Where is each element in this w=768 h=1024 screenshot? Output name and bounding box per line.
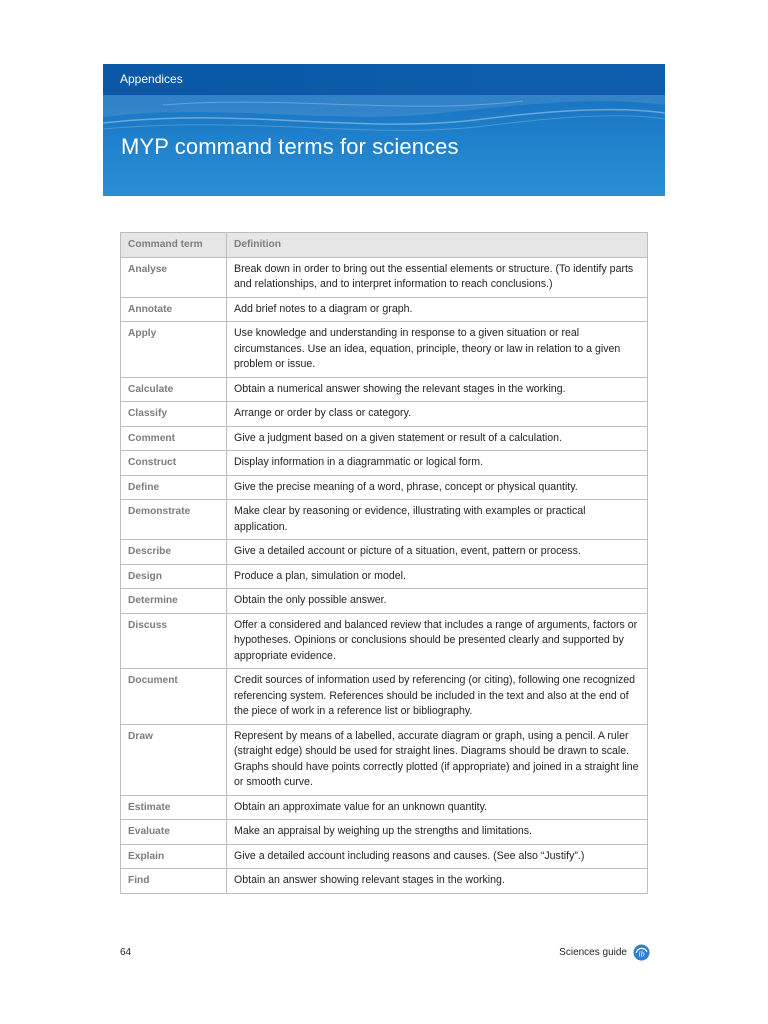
definition: Represent by means of a labelled, accurate diagram or graph, using a pencil. A ruler (straight edge) should be used for straight lines. Diagrams should be drawn to scale. Graphs should have points correctly plotted (if appropriate) and joined in a straight line or smooth curve. — [227, 724, 648, 795]
definition: Produce a plan, simulation or model. — [227, 564, 648, 589]
definition: Give a judgment based on a given statement or result of a calculation. — [227, 426, 648, 451]
section-label: Appendices — [120, 72, 183, 86]
table-row — [121, 564, 648, 589]
command-term: Design — [121, 564, 227, 589]
header-banner — [103, 64, 665, 196]
table-row — [121, 820, 648, 845]
section-bar — [103, 64, 665, 96]
table-row — [121, 844, 648, 869]
page-title: MYP command terms for sciences — [121, 134, 459, 159]
ib-logo-icon — [633, 944, 650, 961]
command-terms-table — [120, 232, 648, 894]
table-row — [121, 257, 648, 297]
table-row — [121, 500, 648, 540]
header-command-term: Command term — [121, 233, 227, 258]
command-term: Document — [121, 669, 227, 725]
command-term: Describe — [121, 540, 227, 565]
table-row — [121, 724, 648, 795]
command-term: Explain — [121, 844, 227, 869]
command-term: Comment — [121, 426, 227, 451]
command-term: Apply — [121, 322, 227, 378]
definition: Obtain an approximate value for an unknown quantity. — [227, 795, 648, 820]
definition: Use knowledge and understanding in response to a given situation or real circumstances. Use an idea, equation, principle, theory or law in relation to a given problem or issue. — [227, 322, 648, 378]
command-term: Evaluate — [121, 820, 227, 845]
page-number: 64 — [120, 947, 132, 958]
table-row — [121, 451, 648, 476]
definition: Offer a considered and balanced review that includes a range of arguments, factors or hypotheses. Opinions or conclusions should be presented clearly and supported by appropriate evidence. — [227, 613, 648, 669]
command-term: Find — [121, 869, 227, 894]
definition: Give the precise meaning of a word, phrase, concept or physical quantity. — [227, 475, 648, 500]
table-row — [121, 540, 648, 565]
table-header-row — [121, 233, 648, 258]
command-term: Annotate — [121, 297, 227, 322]
definition: Display information in a diagrammatic or logical form. — [227, 451, 648, 476]
table-row — [121, 669, 648, 725]
definition: Give a detailed account including reasons and causes. (See also “Justify”.) — [227, 844, 648, 869]
table-row — [121, 322, 648, 378]
definition: Add brief notes to a diagram or graph. — [227, 297, 648, 322]
definition: Obtain an answer showing relevant stages in the working. — [227, 869, 648, 894]
command-term: Draw — [121, 724, 227, 795]
command-term: Demonstrate — [121, 500, 227, 540]
definition: Obtain the only possible answer. — [227, 589, 648, 614]
table-row — [121, 475, 648, 500]
table-row — [121, 402, 648, 427]
definition: Give a detailed account or picture of a situation, event, pattern or process. — [227, 540, 648, 565]
command-term: Define — [121, 475, 227, 500]
command-term: Construct — [121, 451, 227, 476]
table-row — [121, 377, 648, 402]
table-row — [121, 589, 648, 614]
definition: Make clear by reasoning or evidence, illustrating with examples or practical application. — [227, 500, 648, 540]
command-term: Discuss — [121, 613, 227, 669]
definition: Break down in order to bring out the essential elements or structure. (To identify parts and relationships, and to interpret information to reach conclusions.) — [227, 257, 648, 297]
command-term: Classify — [121, 402, 227, 427]
table-row — [121, 297, 648, 322]
table-row — [121, 869, 648, 894]
svg-text:ib: ib — [638, 949, 645, 959]
definition: Make an appraisal by weighing up the strengths and limitations. — [227, 820, 648, 845]
table-row — [121, 795, 648, 820]
guide-name: Sciences guide — [559, 947, 627, 958]
command-term: Determine — [121, 589, 227, 614]
definition: Credit sources of information used by referencing (or citing), following one recognized referencing system. References should be included in the text and also at the end of the piece of work in a reference list or bibliography. — [227, 669, 648, 725]
definition: Obtain a numerical answer showing the relevant stages in the working. — [227, 377, 648, 402]
table-row — [121, 426, 648, 451]
definition: Arrange or order by class or category. — [227, 402, 648, 427]
command-term: Analyse — [121, 257, 227, 297]
header-definition: Definition — [227, 233, 648, 258]
table-row — [121, 613, 648, 669]
command-term: Estimate — [121, 795, 227, 820]
command-term: Calculate — [121, 377, 227, 402]
